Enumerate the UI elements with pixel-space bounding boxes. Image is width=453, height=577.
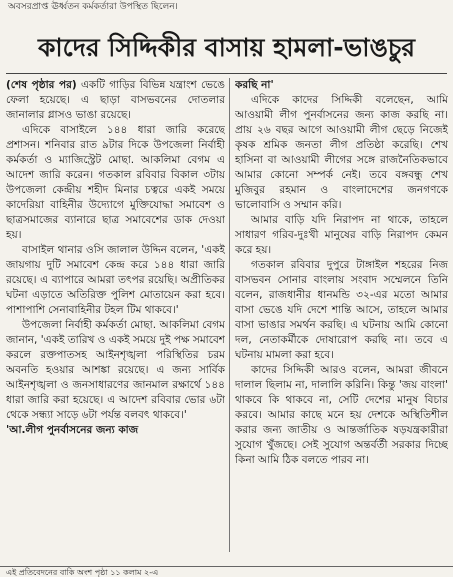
paragraph-text: একটি গাড়ির বিভিন্ন যন্ত্রাংশ ভেঙে ফেলা হয়েছে। এ ছাড়া বাসভবনের দোতলার জানালার গ্লাসও ভাঙা রয়েছে। (6, 79, 225, 121)
paragraph: আমার বাড়ি যদি নিরাপদ না থাকে, তাহলে সাধারণ গরিব-দুঃখী মানুষের বাড়ি নিরাপদ কেমন করে হয়। (235, 214, 448, 256)
paragraph: এদিকে বাসাইলে ১৪৪ ধারা জারি করেছে প্রশাসন। শনিবার রাত ৯টার দিকে উপজেলা নির্বাহী কর্মকর্তা ও ম্যাজিস্ট্রেট মোছা. আকলিমা বেগম এ আদেশ জারি করেন। গতকাল রবিবার বিকাল ৩টায় উপজেলা কেন্দ্রীয় শহীদ মিনার চত্বরে একই সময়ে কাদেরিয়া বাহিনীর উদ্যোগে মুক্তিযোদ্ধা সমাবেশ ও ছাত্রসমাজের ব্যানারে ছাত্র সমাবেশের ডাক দেওয়া হয়। (6, 124, 225, 241)
paragraph: উপজেলা নির্বাহী কর্মকর্তা মোছা. আকলিমা বেগম জানান, 'একই তারিখ ও একই সময়ে দুই পক্ষ সমাবেশ করলে রক্তপাতসহ আইনশৃঙ্খলা পরিস্থিতির চরম অবনতি হওয়ার আশঙ্কা রয়েছে। এ জন্য সার্বিক আইনশৃঙ্খলা ও জনসাধারণের জানমাল রক্ষার্থে ১৪৪ ধারা জারি করা হয়েছে। এ আদেশ রবিবার ভোর ৬টা থেকে সন্ধ্যা সাড়ে ৬টা পর্যন্ত বলবৎ থাকবে।' (6, 319, 225, 421)
subheading: 'আ.লীগ পুনর্বাসনের জন্য কাজ (6, 424, 139, 436)
next-article-tail: এই প্রতিবেদনের বাকি অংশ পৃষ্ঠা ১১ কলাম ২-এ (0, 566, 453, 577)
paragraph: এদিকে কাদের সিদ্দিকী বলেছেন, আমি আওয়ামী লীগ পুনর্বাসনের জন্য কাজ করছি না। প্রায় ২৬ বছর আগে আওয়ামী লীগ ছেড়ে নিজেই কৃষক শ্রমিক জনতা লীগ প্রতিষ্ঠা করেছি। শেখ হাসিনা বা আওয়ামী লীগের সঙ্গে রাজনৈতিকভাবে আমার কোনো সম্পর্ক নেই। তবে বঙ্গবন্ধু শেখ মুজিবুর রহমান ও বাংলাদেশের জনগণকে ভালোবাসি ও সম্মান করি। (235, 94, 448, 211)
continuation-kicker: (শেষ পৃষ্ঠার পর) (6, 79, 77, 91)
subheading-continued: করছি না' (235, 79, 274, 91)
previous-article-tail: অবসরপ্রাপ্ত ঊর্ধ্বতন কর্মকর্তারা উপস্থিত ছিলেন। (8, 2, 178, 12)
paragraph: বাসাইল থানার ওসি জালাল উদ্দিন বলেন, 'একই জায়গায় দুটি সমাবেশ কেন্দ্র করে ১৪৪ ধারা জারি রয়েছে। এ ব্যাপারে আমরা তৎপর রয়েছি। অপ্রীতিকর ঘটনা এড়াতে অতিরিক্ত পুলিশ মোতায়েন করা হবে। পাশাপাশি সেনাবাহিনীর টহল টিম থাকবে।' (6, 244, 225, 316)
headline-rule (6, 73, 447, 74)
column-divider (229, 78, 230, 552)
article-column-left (6, 78, 225, 552)
paragraph: কাদের সিদ্দিকী আরও বলেন, আমরা জীবনে দালাল ছিলাম না, দালালি করিনি। কিন্তু 'জয় বাংলা' থাকবে কি থাকবে না, সেটি দেশের মানুষ বিচার করবে। আমার কাছে মনে হয় দেশকে অস্থিতিশীল করার জন্য জাতীয় ও আন্তর্জাতিক ষড়যন্ত্রকারীরা সুযোগ খুঁজছে। সেই সুযোগ অন্তর্বর্তী সরকার দিচ্ছে কিনা আমি ঠিক বলতে পারব না। (235, 364, 448, 466)
paragraph (6, 78, 225, 123)
article-column-right (235, 78, 448, 552)
article-headline: কাদের সিদ্দিকীর বাসায় হামলা-ভাঙচুর (37, 33, 416, 62)
paragraph: গতকাল রবিবার দুপুরে টাঙ্গাইল শহরের নিজ বাসভবন সোনার বাংলায় সংবাদ সম্মেলনে তিনি বলেন, রাজধানীর ধানমন্ডি ৩২-এর মতো আমার বাসা ভেঙে যদি দেশে শান্তি আসে, তাহলে আমার বাসা ভাঙার সমর্থন করছি। এ ঘটনায় আমি কোনো দল, নেতাকর্মীকে দোষারোপ করছি না। তবে এ ঘটনায় মামলা করা হবে। (235, 259, 448, 361)
